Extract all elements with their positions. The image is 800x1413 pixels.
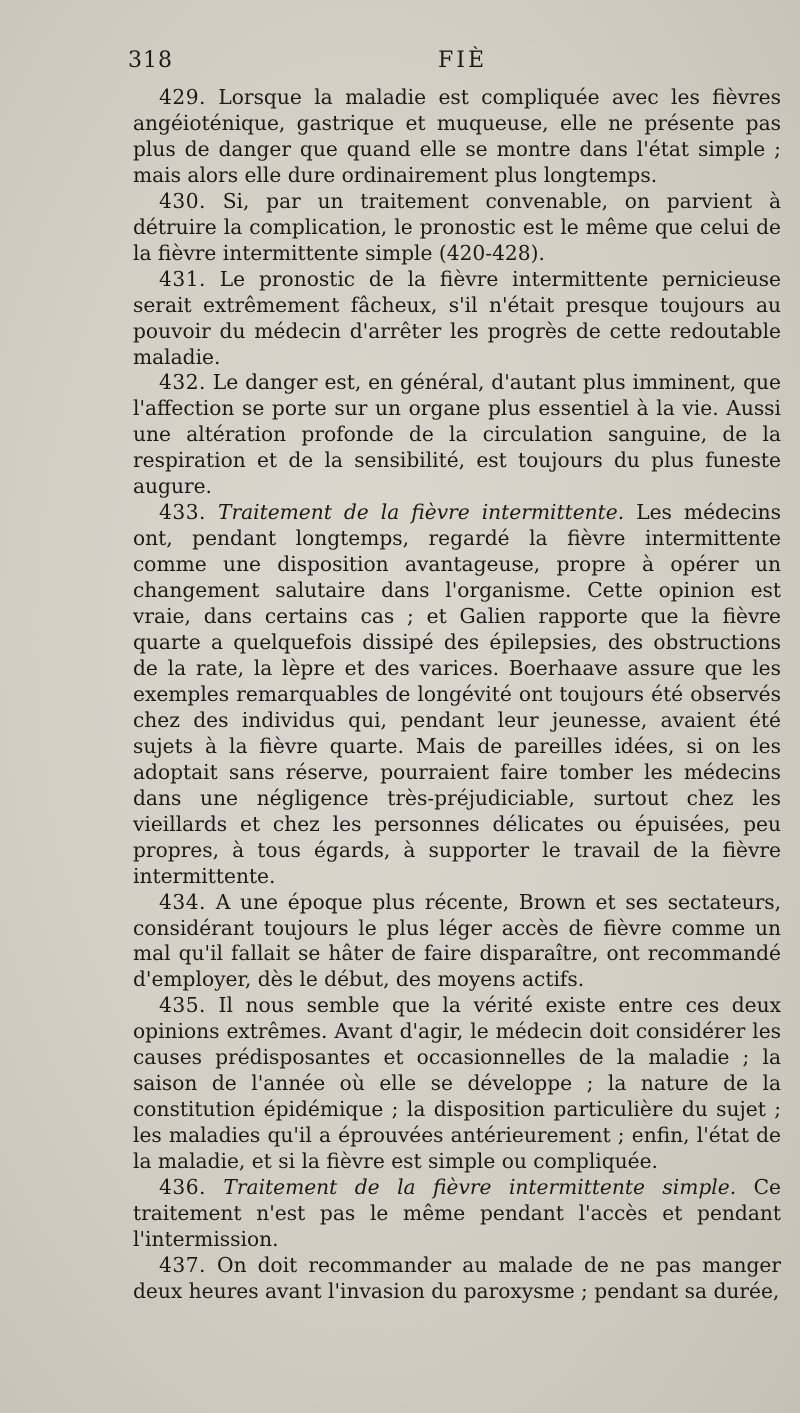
paragraph-text: Il nous semble que la vérité existe entre ces deux opinions extrêmes. Avant d'agir, le médecin doit considérer les causes prédisposantes et occasionnelles de la maladie ; la saison de l'année où elle se développe ; la nature de la constitution épidémique ; la disposition particulière du sujet ; les maladies qu'il a éprouvées antérieurement ; enfin, l'état de la maladie, et si la fièvre est simple ou compliquée.	[133, 993, 782, 1174]
paragraph-text: Les médecins ont, pendant longtemps, regardé la fièvre intermittente comme une disposition avantageuse, propre à opérer un changement salutaire dans l'organisme. Cette opinion est vraie, dans certains cas ; et Galien rapporte que la fièvre quarte a quelquefois dissipé des épilepsies, des obstructions de la rate, la lèpre et des varices. Boerhaave assure que les exemples remarquables de longévité ont toujours été observés chez des individus qui, pendant leur jeunesse, avaient été sujets à la fièvre quarte. Mais de pareilles idées, si on les adoptait sans réserve, pourraient faire tomber les médecins dans une négligence très-préjudiciable, surtout chez les vieillards et chez les personnes délicates ou épuisées, peu propres, à tous égards, à supporter le travail de la fièvre intermittente.	[133, 500, 782, 888]
paragraph-text: Ce traitement n'est pas le même pendant l'accès et pendant l'intermission.	[133, 1175, 781, 1251]
paragraph-436	[133, 1175, 781, 1253]
paragraph-text: On doit recommander au malade de ne pas manger deux heures avant l'invasion du paroxysme ; pendant sa durée,	[133, 1252, 781, 1303]
body-text	[133, 85, 781, 1305]
paragraph-text: Lorsque la maladie est compliquée avec les fièvres angéioténique, gastrique et muqueuse, elle ne présente pas plus de danger que quand elle se montre dans l'état simple ; mais alors elle dure ordinairement plus longtemps.	[133, 85, 781, 187]
paragraph-text: Le danger est, en général, d'autant plus imminent, que l'affection se porte sur un organe plus essentiel à la vie. Aussi une altération profonde de la circulation sanguine, de la respiration et de la sensibilité, est toujours du plus funeste augure.	[133, 370, 781, 499]
paragraph-number: 430.	[159, 188, 206, 213]
paragraph-433	[133, 500, 781, 889]
running-head	[128, 48, 488, 82]
paragraph-number: 435.	[159, 993, 206, 1018]
running-title: FIÈ	[438, 48, 488, 73]
paragraph-434	[133, 890, 781, 994]
paragraph-heading: Traitement de la fièvre intermittente.	[217, 500, 625, 525]
paragraph-text: Le pronostic de la fièvre intermittente pernicieuse serait extrêmement fâcheux, s'il n'était presque toujours au pouvoir du médecin d'arrêter les progrès de cette redoutable maladie.	[133, 266, 781, 369]
paragraph-number: 436.	[159, 1175, 206, 1200]
paragraph-number: 433.	[159, 500, 206, 525]
paragraph-431	[133, 267, 781, 371]
paragraph-number: 429.	[159, 85, 206, 109]
paragraph-435	[133, 993, 781, 1175]
paragraph-text: A une époque plus récente, Brown et ses sectateurs, considérant toujours le plus léger accès de fièvre comme un mal qu'il fallait se hâter de faire disparaître, ont recommandé d'employer, dès le début, des moyens actifs.	[133, 889, 781, 992]
paragraph-number: 432.	[159, 370, 206, 395]
paragraph-437	[133, 1253, 781, 1305]
paragraph-number: 431.	[159, 266, 206, 291]
paragraph-429	[133, 85, 781, 189]
paragraph-heading: Traitement de la fièvre intermittente simple.	[223, 1175, 737, 1200]
paragraph-number: 437.	[159, 1252, 206, 1277]
page-number: 318	[128, 48, 173, 73]
paragraph-number: 434.	[159, 889, 206, 914]
paragraph-430	[133, 189, 781, 267]
paragraph-432	[133, 370, 781, 500]
paragraph-text: Si, par un traitement convenable, on parvient à détruire la complication, le pronostic est le même que celui de la fièvre intermittente simple (420-428).	[133, 188, 781, 265]
